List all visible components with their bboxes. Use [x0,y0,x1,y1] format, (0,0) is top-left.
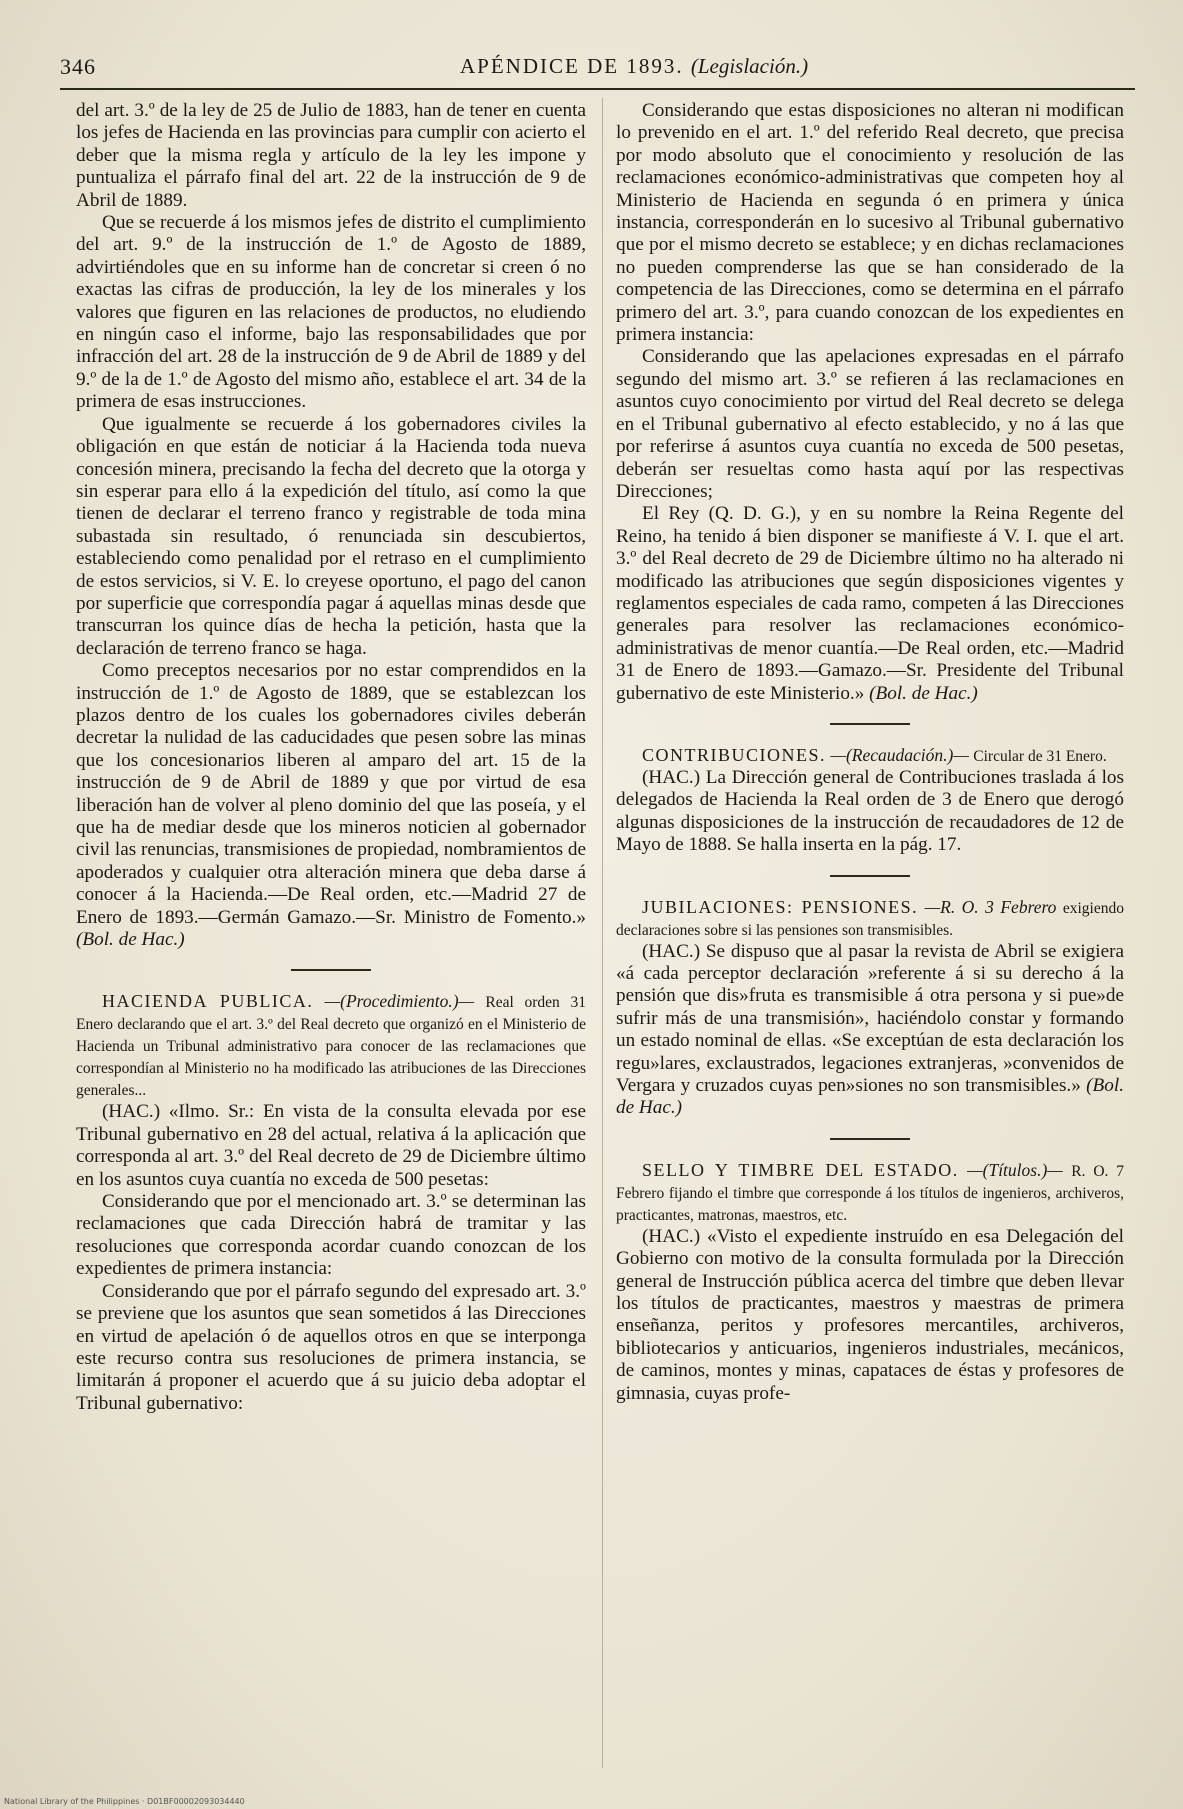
section-description: exigiendo declaraciones sobre si las pensiones son transmisibles. [616,899,1124,939]
section-heading [616,897,1124,941]
section-rule [830,723,910,725]
section-title: JUBILACIONES: PENSIONES. [642,896,919,917]
section-tag: —R. O. 3 Febrero [924,896,1057,917]
citation: (Bol. de Hac.) [869,682,978,704]
right-column [616,100,1124,1405]
left-column [76,100,586,1415]
section-tag: —(Procedimiento.)— [324,991,475,1012]
section-rule [830,875,910,877]
section-title: HACIENDA PUBLICA. [102,991,314,1012]
section-heading [616,745,1124,767]
section-description: R. O. 7 Febrero fijando el timbre que corresponde á los títulos de ingenieros, archiveros, practicantes, matronas, maestros, etc. [616,1162,1125,1224]
paragraph: Considerando que estas disposiciones no alteran ni modifican lo prevenido en el art. 1.º del referido Real decreto, que precisa por modo absoluto que el conocimiento y resolución de las reclamaciones económico-administrativas que competen hoy al Ministerio de Hacienda en segunda ó en primera y única instancia, corresponderán en lo sucesivo al Tribunal gubernativo que por el mismo decreto se establece; y en dichas reclamaciones no pueden comprenderse las que se han considerado de la competencia de las Direcciones, como se determina en el párrafo primero del art. 3.º, para cuando conozcan de los expedientes en primera instancia: [616,100,1124,346]
paragraph: (HAC.) «Visto el expediente instruído en esa Delegación del Gobierno con motivo de la consulta formulada por la Dirección general de Instrucción pública acerca del timbre que deben llevar los títulos de practicantes, maestros y maestras de primera enseñanza, peritos y profesores mercantiles, archiveros, bibliotecarios y anticuarios, ingenieros industriales, mecánicos, de caminos, montes y minas, capataces de éstas y profesores de gimnasia, cuyas profe- [616,1225,1124,1404]
column-divider [602,98,603,1768]
running-head-title: APÉNDICE DE 1893. [460,54,684,78]
paragraph [76,660,586,951]
section-description: Circular de 31 Enero. [973,747,1107,765]
paragraph: Que igualmente se recuerde á los gobernadores civiles la obligación en que están de noticiar á la Hacienda toda nueva concesión minera, precisando la fecha del decreto que la otorga y sin esperar para ello á la expedición del título, así como la que tienen de declarar el terreno franco y registrable de toda mina subastada sin resultado, ó renunciada sin descubiertos, estableciendo como penalidad por el retraso en el cumplimiento de estos servicios, si V. E. lo creyese oportuno, el pago del canon por superficie que correspondía pagar á aquellas minas desde que transcurran los quince días de hecha la petición, hasta que la declaración de terreno franco se haga. [76,413,586,659]
citation: (Bol. de Hac.) [76,929,185,951]
section-rule [291,969,371,971]
paragraph: Que se recuerde á los mismos jefes de distrito el cumplimiento del art. 9.º de la instrucción de 1.º de Agosto de 1889, advirtiéndoles que en su informe han de concretar si creen ó no exactas las cifras de producción, la ley de los minerales y los valores que figuren en las relaciones de productos, no eludiendo en ningún caso el informe, bajo las responsabilidades que por infracción del art. 28 de la instrucción de 9 de Abril de 1889 y del 9.º de la de 1.º de Agosto del mismo año, establece el art. 34 de la primera de esas instrucciones. [76,212,586,413]
citation: (Bol. de Hac.) [616,1075,1124,1119]
paragraph [616,941,1124,1120]
paragraph: del art. 3.º de la ley de 25 de Julio de 1883, han de tener en cuenta los jefes de Hacienda en las provincias para cumplir con acierto el deber que la misma regla y artículo de la ley les impone y puntualiza el párrafo final del art. 22 de la instrucción de 9 de Abril de 1889. [76,100,586,211]
section-title: CONTRIBUCIONES. [642,744,827,765]
section-heading [76,991,586,1101]
section-title: SELLO Y TIMBRE DEL ESTADO. [642,1159,959,1180]
section-rule [830,1138,910,1140]
paragraph: Considerando que las apelaciones expresadas en el párrafo segundo del mismo art. 3.º se refieren á las reclamaciones en asuntos cuyo conocimiento por virtud del Real decreto se delega en el Tribunal gubernativo al efecto establecido, y no á las que por referirse á asuntos cuya cuantía no exceda de 500 pesetas, deberán ser resueltas como hasta aquí por las respectivas Direcciones; [616,346,1124,502]
running-head-subtitle: (Legislación.) [690,54,809,78]
paragraph: Considerando que por el párrafo segundo del expresado art. 3.º se previene que los asuntos que sean sometidos á las Direcciones en virtud de apelación ó de aquellos otros en que se interponga este recurso contra sus resoluciones de primera instancia, se limitarán á proponer el acuerdo que á su juicio deba adoptar el Tribunal gubernativo: [76,1280,586,1414]
paragraph-text: (HAC.) Se dispuso que al pasar la revista de Abril se exigiera «á cada perceptor declaración »referente á si su derecho á la pensión que dis»fruta es transmisible á otra persona y si pue»de sufrir más de una transmisión», haciéndolo constar y formando un estado nominal de ellas. «Se exceptúan de esta declaración los regu»lares, exclaustrados, legaciones extranjeras, »convenidos de Vergara y cruzados cuyas pen»siones no son transmisibles.» [616,940,1124,1097]
section-description: Real orden 31 Enero declarando que el art. 3.º del Real decreto que organizó en el Ministerio de Hacienda un Tribunal administrativo para conocer de las reclamaciones que correspondían al Ministerio no ha modificado las atribuciones de las Direcciones generales... [76,994,587,1100]
section-heading [616,1160,1124,1226]
page-header [60,52,1135,90]
paragraph-text: El Rey (Q. D. G.), y en su nombre la Reina Regente del Reino, ha tenido á bien disponer se manifieste á V. I. que el art. 3.º del Real decreto de 29 de Diciembre último no ha alterado ni modificado las atribuciones que según disposiciones vigentes y reglamentos especiales de cada ramo, competen á las Direcciones generales para resolver las reclamaciones económico-administrativas de menor cuantía.—De Real orden, etc.—Madrid 31 de Enero de 1893.—Gamazo.—Sr. Presidente del Tribunal gubernativo de este Ministerio.» [616,503,1124,704]
section-tag: —(Títulos.)— [967,1159,1063,1180]
running-head [460,54,808,79]
paragraph: (HAC.) La Dirección general de Contribuciones traslada á los delegados de Hacienda la Real orden de 3 de Enero que derogó algunas disposiciones de la instrucción de recaudadores de 12 de Mayo de 1888. Se halla inserta en la pág. 17. [616,766,1124,856]
paragraph-text: Como preceptos necesarios por no estar comprendidos en la instrucción de 1.º de Agosto de 1889, que se establezcan los plazos dentro de los cuales los gobernadores civiles deberán decretar la nulidad de las caducidades que pesen sobre las minas que los concesionarios liberen al amparo del art. 15 de la instrucción de 9 de Abril de 1889 y que por virtud de esa liberación han de volver al pleno dominio del que las poseía, y el que ha de mediar desde que los mineros noticien al gobernador civil las renuncias, transmisiones de propiedad, nombramientos de apoderados y cualquier otra alteración minera que deba darse á conocer á la Hacienda.—De Real orden, etc.—Madrid 27 de Enero de 1893.—Germán Gamazo.—Sr. Ministro de Fomento.» [76,660,586,928]
paragraph: (HAC.) «Ilmo. Sr.: En vista de la consulta elevada por ese Tribunal gubernativo en 28 del actual, relativa á la aplicación que corresponda al art. 3.º del Real decreto de 29 de Diciembre último en los asuntos cuya cuantía no exceda de 500 pesetas: [76,1101,586,1190]
page-number: 346 [60,54,96,79]
paragraph [616,503,1124,705]
paragraph: Considerando que por el mencionado art. 3.º se determinan las reclamaciones que cada Dirección habrá de tramitar y las resoluciones que corresponda acordar cuando conozcan de los expedientes de primera instancia: [76,1191,586,1280]
scan-footer-note: National Library of the Philippines · D01BF00002093034440 [4,1797,245,1806]
section-tag: —(Recaudación.)— [830,744,969,765]
